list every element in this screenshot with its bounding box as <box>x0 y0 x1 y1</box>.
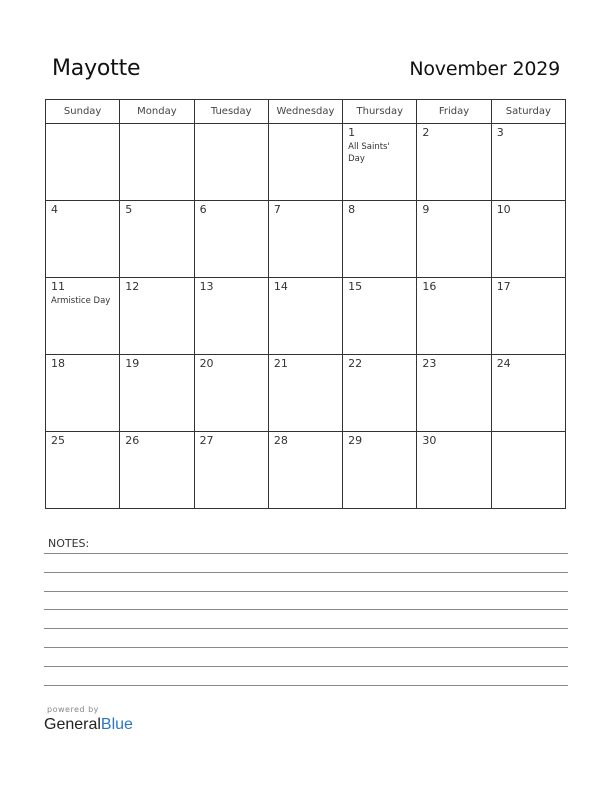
day-cell <box>268 124 342 201</box>
day-number: 22 <box>348 357 363 370</box>
day-cell <box>268 432 342 509</box>
day-number: 7 <box>273 203 281 216</box>
holiday-label: Armistice Day <box>51 296 111 306</box>
note-line <box>44 647 568 648</box>
day-cell <box>491 201 565 278</box>
day-number: 18 <box>51 357 65 370</box>
day-cell <box>46 201 120 278</box>
weekday-wednesday: Wednesday <box>268 100 342 124</box>
day-number: 25 <box>51 434 65 447</box>
day-number: 13 <box>199 280 214 293</box>
note-line <box>44 553 568 554</box>
day-number: 17 <box>496 280 511 293</box>
day-number: 2 <box>422 126 430 139</box>
day-number: 26 <box>125 434 140 447</box>
note-line <box>44 591 568 592</box>
day-cell <box>343 201 417 278</box>
day-cell <box>194 278 268 355</box>
day-cell <box>268 278 342 355</box>
day-cell <box>120 355 194 432</box>
day-number: 12 <box>125 280 140 293</box>
day-cell <box>46 278 120 355</box>
day-cell <box>120 201 194 278</box>
weekday-tuesday: Tuesday <box>194 100 268 124</box>
day-cell <box>491 355 565 432</box>
day-cell <box>268 201 342 278</box>
day-cell <box>120 124 194 201</box>
day-cell <box>417 124 491 201</box>
day-cell <box>491 432 565 509</box>
brand-blue: Blue <box>100 716 133 733</box>
day-number: 15 <box>348 280 363 293</box>
region-title: Mayotte <box>52 56 141 81</box>
day-cell <box>417 432 491 509</box>
day-number: 28 <box>273 434 288 447</box>
day-number: 5 <box>125 203 133 216</box>
note-line <box>44 685 568 686</box>
day-cell <box>194 201 268 278</box>
day-number: 21 <box>273 357 288 370</box>
calendar-grid <box>45 99 566 509</box>
weekday-header-row <box>46 100 566 124</box>
day-number: 11 <box>51 280 65 293</box>
day-cell <box>343 355 417 432</box>
day-cell <box>343 278 417 355</box>
month-year-title: November 2029 <box>409 58 560 80</box>
day-cell <box>46 355 120 432</box>
day-number: 20 <box>199 357 214 370</box>
week-row <box>46 355 566 432</box>
day-number: 9 <box>422 203 430 216</box>
day-number: 29 <box>348 434 363 447</box>
day-cell <box>417 201 491 278</box>
day-cell <box>194 355 268 432</box>
day-cell <box>417 278 491 355</box>
day-number: 10 <box>496 203 511 216</box>
day-cell <box>46 432 120 509</box>
day-cell <box>194 124 268 201</box>
day-cell <box>343 124 417 201</box>
note-line <box>44 609 568 610</box>
day-number: 30 <box>422 434 437 447</box>
day-number: 16 <box>422 280 437 293</box>
weekday-thursday: Thursday <box>343 100 417 124</box>
note-line <box>44 628 568 629</box>
day-cell <box>491 278 565 355</box>
day-cell <box>120 278 194 355</box>
notes-label: NOTES: <box>48 537 90 550</box>
day-number: 14 <box>273 280 288 293</box>
day-cell <box>343 432 417 509</box>
day-number: 23 <box>422 357 437 370</box>
holiday-label: All Saints' Day <box>348 142 390 164</box>
day-number: 4 <box>51 203 58 216</box>
day-number: 19 <box>125 357 140 370</box>
day-cell <box>417 355 491 432</box>
weekday-monday: Monday <box>120 100 194 124</box>
week-row <box>46 201 566 278</box>
generalblue-logo <box>44 716 133 734</box>
weekday-sunday: Sunday <box>46 100 120 124</box>
day-cell <box>268 355 342 432</box>
weekday-saturday: Saturday <box>491 100 565 124</box>
day-cell <box>194 432 268 509</box>
day-number: 6 <box>199 203 207 216</box>
day-cell <box>46 124 120 201</box>
note-line <box>44 666 568 667</box>
brand-general: General <box>44 716 101 733</box>
day-number: 3 <box>496 126 504 139</box>
week-row <box>46 278 566 355</box>
powered-by-text: powered by <box>47 705 99 714</box>
day-cell <box>120 432 194 509</box>
day-number: 8 <box>348 203 356 216</box>
day-number: 27 <box>199 434 214 447</box>
week-row <box>46 124 566 201</box>
day-number: 24 <box>496 357 511 370</box>
note-line <box>44 572 568 573</box>
day-cell <box>491 124 565 201</box>
weekday-friday: Friday <box>417 100 491 124</box>
week-row <box>46 432 566 509</box>
day-number: 1 <box>348 126 356 139</box>
